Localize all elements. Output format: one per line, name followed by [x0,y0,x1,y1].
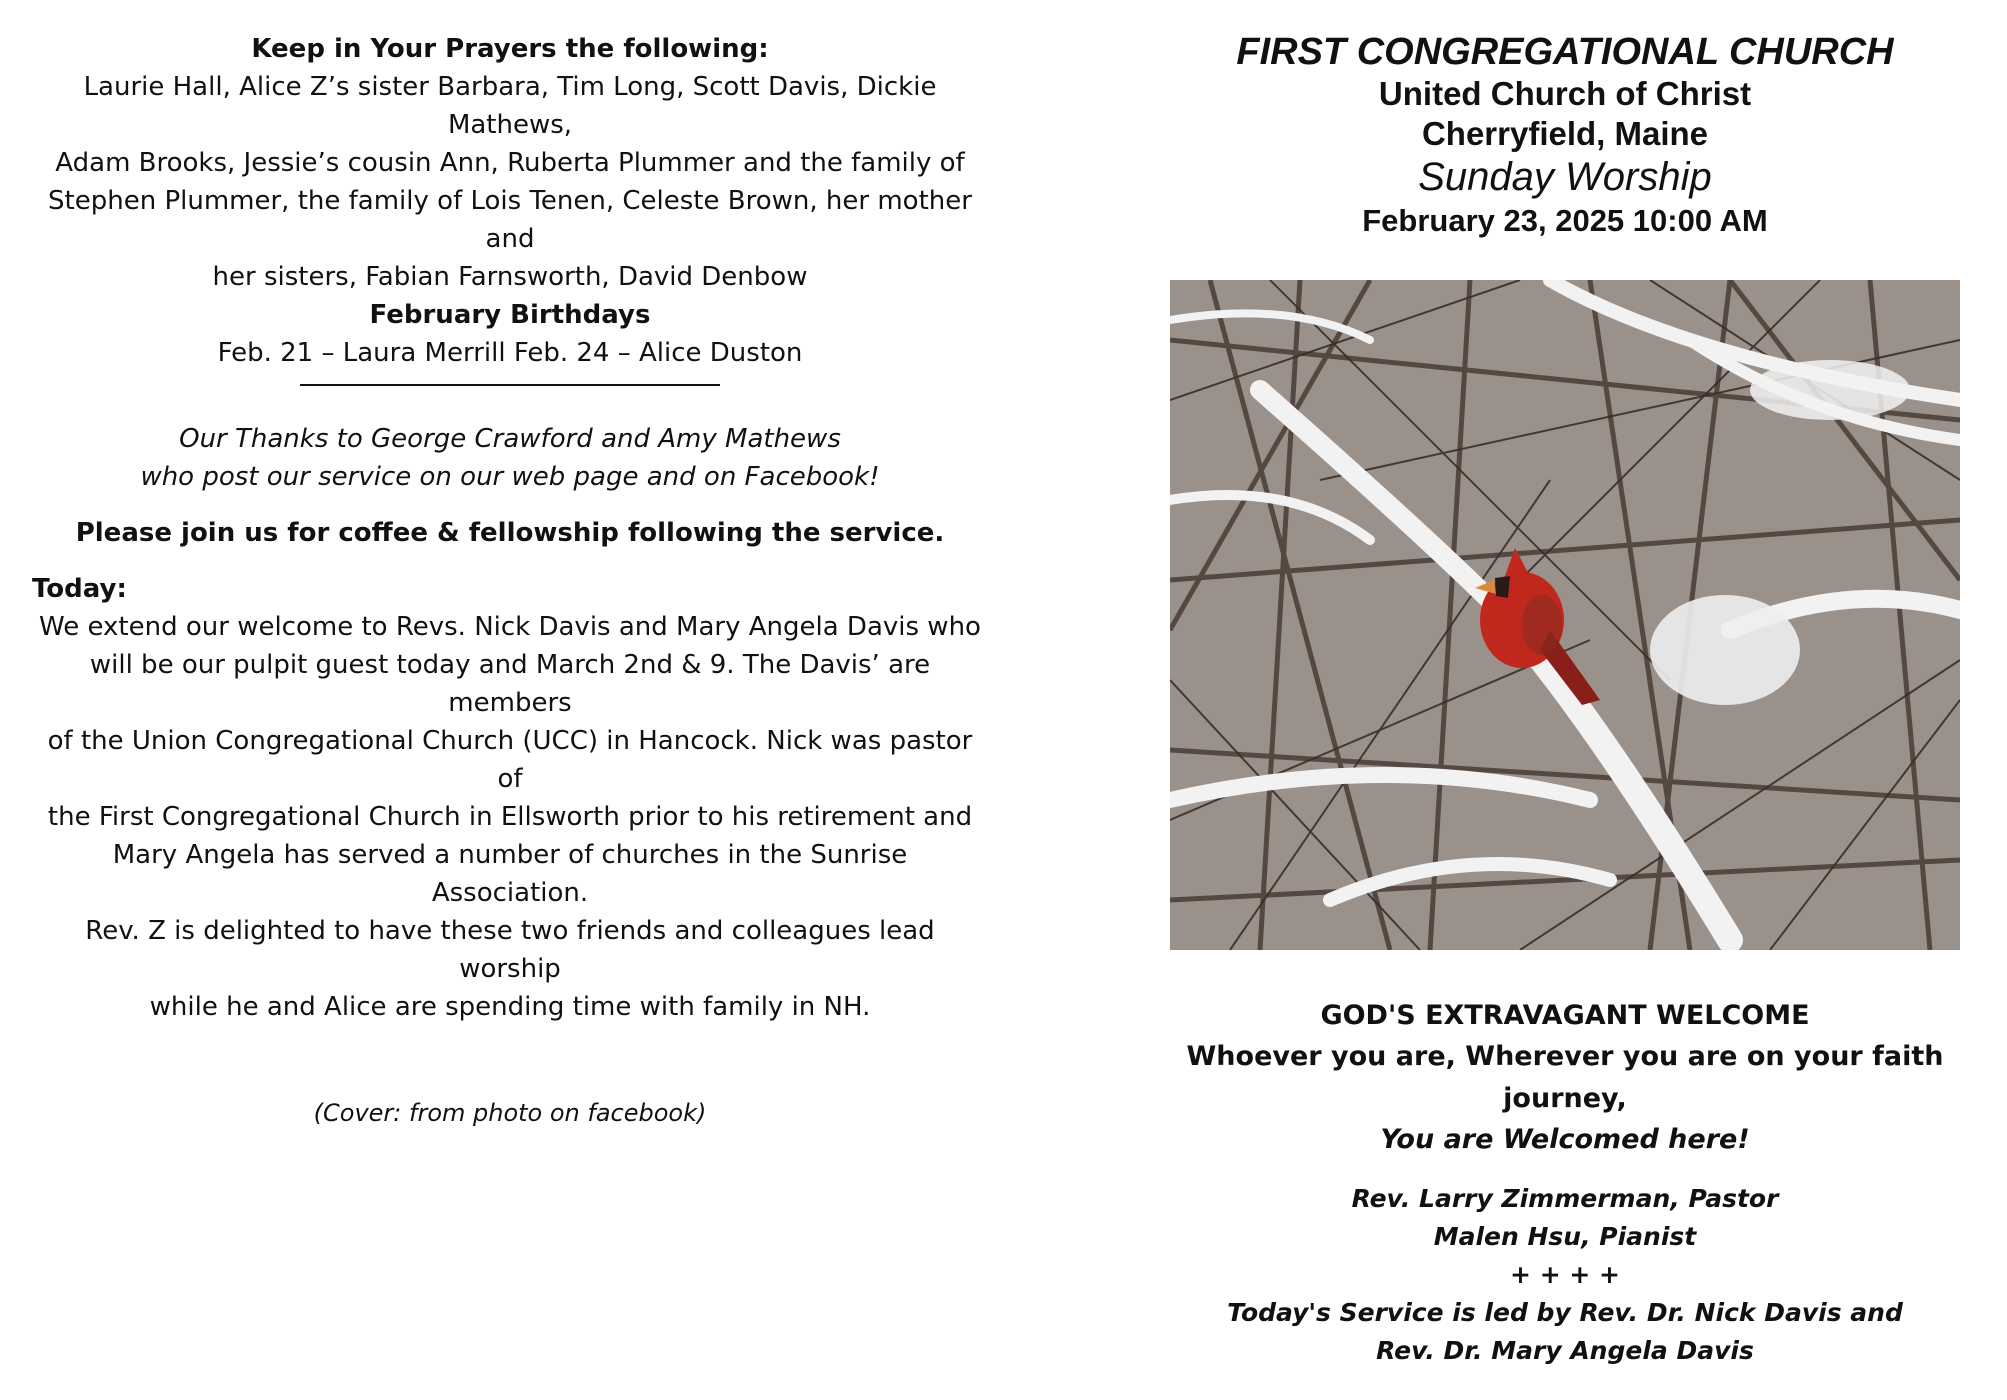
birthdays-text: Feb. 21 – Laura Merrill Feb. 24 – Alice Duston [217,338,803,368]
today-paragraph [20,608,1000,1026]
prayers-line-2: Adam Brooks, Jessie’s cousin Ann, Ruberta Plummer and the family of [55,148,965,178]
thanks-line-1: Our Thanks to George Crawford and Amy Mathews [179,424,841,454]
led-by-line-1: Today's Service is led by Rev. Dr. Nick Davis and [1227,1298,1903,1327]
prayers-line-4: her sisters, Fabian Farnsworth, David Denbow [212,262,808,292]
coffee-invite: Please join us for coffee & fellowship following the service. [75,518,945,548]
led-by-line-2: Rev. Dr. Mary Angela Davis [1376,1336,1754,1365]
today-line-7: while he and Alice are spending time with family in NH. [149,992,871,1022]
prayers-heading: Keep in Your Prayers the following: [251,34,769,64]
right-page [1150,30,1980,1370]
today-line-2: will be our pulpit guest today and March 2nd & 9. The Davis’ are members [89,650,931,718]
cover-note: (Cover: from photo on facebook) [313,1099,707,1127]
birthdays-heading: February Birthdays [369,300,651,330]
today-line-1: We extend our welcome to Revs. Nick Davis and Mary Angela Davis who [39,612,981,642]
welcome-block [1150,996,1980,1160]
today-label: Today: [32,574,127,604]
service-date: February 23, 2025 10:00 AM [1362,203,1768,238]
location: Cherryfield, Maine [1421,115,1709,152]
snowy-branches-illustration [1170,280,1960,950]
prayers-line-3: Stephen Plummer, the family of Lois Tenen, Celeste Brown, her mother and [48,186,972,254]
today-line-6: Rev. Z is delighted to have these two friends and colleagues lead worship [85,916,935,984]
today-line-5: Mary Angela has served a number of churches in the Sunrise Association. [112,840,908,908]
pastor-line: Rev. Larry Zimmerman, Pastor [1351,1184,1779,1213]
pianist-line: Malen Hsu, Pianist [1433,1222,1697,1251]
staff-block [1150,1180,1980,1370]
prayers-line-1: Laurie Hall, Alice Z’s sister Barbara, Tim Long, Scott Davis, Dickie Mathews, [83,72,937,140]
cover-photo-cardinal [1170,280,1960,950]
today-line-3: of the Union Congregational Church (UCC) in Hancock. Nick was pastor of [47,726,973,794]
separator-crosses: + + + + [1510,1260,1620,1289]
welcome-line: Whoever you are, Wherever you are on your faith journey, [1186,1041,1944,1114]
welcome-tagline: You are Welcomed here! [1380,1124,1750,1155]
left-page [20,30,1000,1132]
welcome-heading: GOD'S EXTRAVAGANT WELCOME [1320,1000,1810,1031]
service-name: Sunday Worship [1418,155,1712,199]
thanks-line-2: who post our service on our web page and on Facebook! [140,462,880,492]
church-title: FIRST CONGREGATIONAL CHURCH [1236,31,1894,73]
today-line-4: the First Congregational Church in Ellsworth prior to his retirement and [47,802,973,832]
denomination: United Church of Christ [1378,75,1752,112]
